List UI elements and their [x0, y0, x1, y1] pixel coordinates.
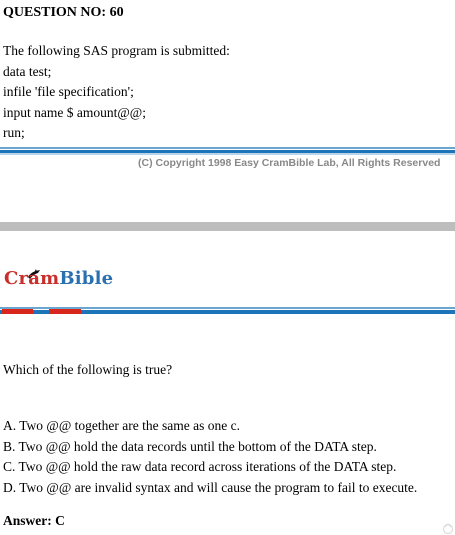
code-line: infile 'file specification';	[3, 84, 134, 99]
watermark-icon	[442, 522, 454, 534]
header-divider-stripe	[0, 147, 455, 155]
question-intro-block	[3, 41, 230, 144]
copyright-notice: (C) Copyright 1998 Easy CramBible Lab, All Rights Reserved	[138, 157, 441, 169]
code-line: data test;	[3, 63, 52, 79]
crambible-logo	[4, 268, 113, 289]
option-c: C. Two @@ hold the raw data record across iterations of the DATA step.	[3, 459, 397, 474]
option-a: A. Two @@ together are the same as one c.	[3, 418, 240, 433]
question-heading: QUESTION NO: 60	[3, 5, 124, 20]
question-intro: The following SAS program is submitted:	[3, 43, 230, 58]
code-line: run;	[3, 125, 25, 140]
answer-line: Answer: C	[3, 513, 65, 528]
logo-text-bible: Bible	[59, 268, 114, 289]
logo-divider-red-segment	[49, 309, 81, 314]
question-prompt: Which of the following is true?	[3, 362, 173, 377]
logo-divider-red-segment	[2, 309, 33, 314]
answer-options	[3, 416, 417, 498]
page-separator-band	[0, 222, 455, 231]
logo-text-cram: Cram	[4, 268, 60, 289]
option-b: B. Two @@ hold the data records until the bottom of the DATA step.	[3, 438, 377, 454]
code-line: input name $ amount@@;	[3, 104, 146, 120]
option-d: D. Two @@ are invalid syntax and will cause the program to fail to execute.	[3, 479, 418, 495]
